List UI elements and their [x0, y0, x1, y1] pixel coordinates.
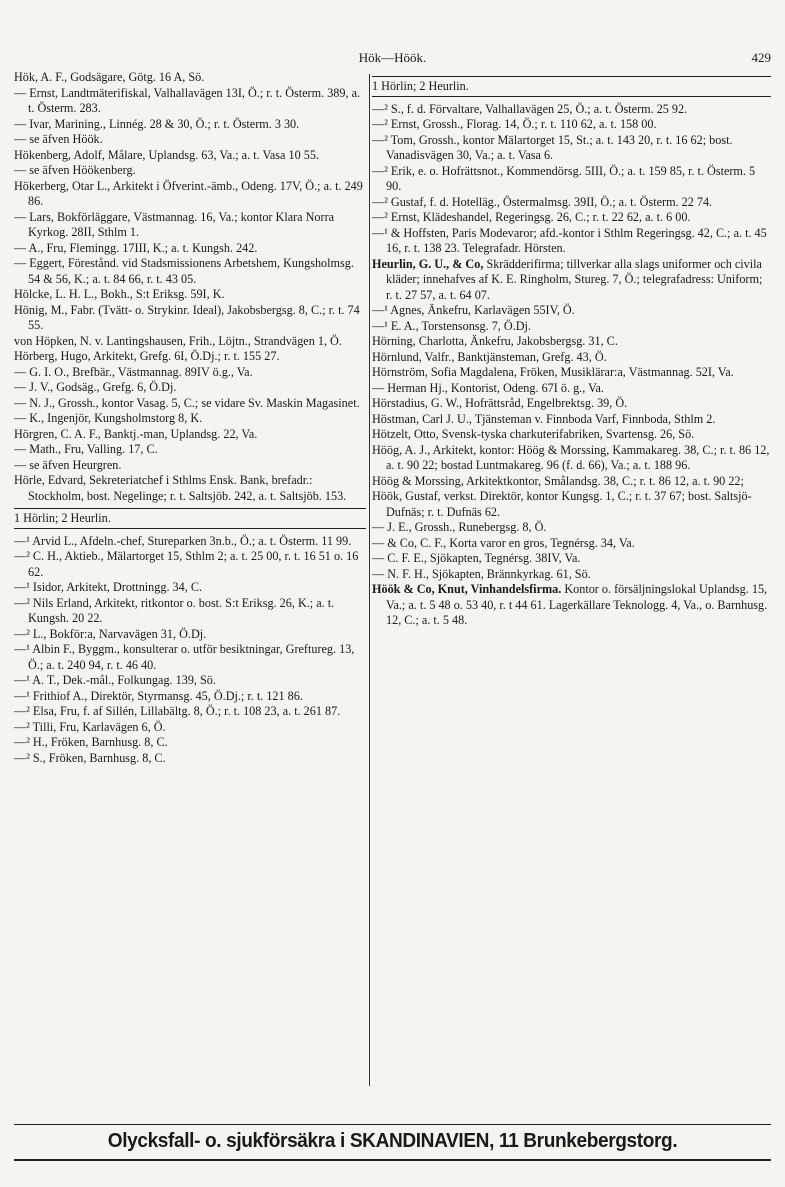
- directory-entry: Höög & Morssing, Arkitektkontor, Smålandsg. 38, C.; r. t. 86 12, a. t. 90 22;: [372, 473, 744, 488]
- firm-name: Höök & Co, Knut, Vinhandelsfirma.: [372, 582, 562, 596]
- directory-entry: — & Co, C. F., Korta varor en gros, Tegnérsg. 34, Va.: [372, 535, 635, 550]
- directory-entry: — se äfven Höök.: [14, 132, 103, 146]
- directory-entry: — Lars, Bokförläggare, Västmannag. 16, Va.; kontor Klara Norra Kyrkog. 28II, Sthlm 1.: [14, 209, 335, 239]
- directory-entry: —² Ernst, Grossh., Florag. 14, Ö.; r. t. 110 62, a. t. 158 00.: [372, 117, 657, 131]
- left-column: [14, 70, 366, 766]
- advertisement-footer: [14, 1124, 771, 1161]
- directory-entry: Hörgren, C. A. F., Banktj.-man, Uplandsg. 22, Va.: [14, 426, 258, 441]
- directory-entry: —¹ & Hoffsten, Paris Modevaror; afd.-kontor i Sthlm Regeringsg. 42, C.; a. t. 45 16, r. t. 138 23. Telegrafadr. Hörsten.: [372, 225, 767, 255]
- firm-description: Kontor o. försäljningslokal Uplandsg. 15, Va.; a. t. 5 48 o. 53 40, r. t 44 61. Lagerkällare Teknologg. 4, Va., o. Barnhusg. 12, C.; a. t. 5 48.: [386, 582, 768, 627]
- directory-entry: — J. E., Grossh., Runebergsg. 8, Ö.: [372, 520, 547, 534]
- directory-entry: — A., Fru, Flemingg. 17III, K.; a. t. Kungsh. 242.: [14, 240, 258, 255]
- directory-entry: Hölcke, L. H. L., Bokh., S:t Eriksg. 59I, K.: [14, 287, 225, 301]
- directory-entry: —¹ Agnes, Änkefru, Karlavägen 55IV, Ö.: [372, 303, 575, 317]
- directory-entry: — se äfven Höökenberg.: [14, 163, 136, 177]
- directory-entry: — N. J., Grossh., kontor Vasag. 5, C.; se vidare Sv. Maskin Magasinet.: [14, 395, 360, 410]
- firm-name: Heurlin, G. U., & Co,: [372, 256, 484, 271]
- directory-entry: Hönig, M., Fabr. (Tvätt- o. Strykinr. Ideal), Jakobsbergsg. 8, C.; r. t. 74 55.: [14, 302, 360, 332]
- directory-entry: —¹ Isidor, Arkitekt, Drottningg. 34, C.: [14, 580, 203, 594]
- page-header: [14, 50, 771, 70]
- directory-entry: —¹ E. A., Torstensonsg. 7, Ö.Dj.: [372, 318, 531, 333]
- directory-entry: Hörstadius, G. W., Hofrättsråd, Engelbrektsg. 39, Ö.: [372, 396, 628, 410]
- directory-entry: —² Elsa, Fru, f. af Sillén, Lillabältg. 8, Ö.; r. t. 108 23, a. t. 261 87.: [14, 704, 341, 718]
- directory-entry: —² H., Fröken, Barnhusg. 8, C.: [14, 735, 168, 749]
- directory-entry: —² Tom, Grossh., kontor Mälartorget 15, St.; a. t. 143 20, r. t. 16 62; bost. Vanadisvägen 30, Va.; a. t. Vasa 6.: [372, 132, 733, 162]
- page-number: 429: [751, 50, 771, 65]
- directory-entry: —¹ Arvid L., Afdeln.-chef, Stureparken 3n.b., Ö.; a. t. Österm. 11 99.: [14, 533, 352, 548]
- directory-entry: — K., Ingenjör, Kungsholmstorg 8, K.: [14, 411, 203, 425]
- directory-entry: —² Gustaf, f. d. Hotelläg., Östermalmsg. 39II, Ö.; a. t. Österm. 22 74.: [372, 194, 713, 209]
- directory-entry: von Höpken, N. v. Lantingshausen, Frih., Löjtn., Strandvägen 1, Ö.: [14, 333, 342, 348]
- directory-entry: —² Nils Erland, Arkitekt, ritkontor o. bost. S:t Eriksg. 26, K.; a. t. Kungsh. 20 22.: [14, 595, 335, 625]
- directory-entry: — Herman Hj., Kontorist, Odeng. 67I ö. g., Va.: [372, 380, 604, 395]
- directory-entry: —² L., Bokför:a, Narvavägen 31, Ö.Dj.: [14, 626, 207, 641]
- directory-entry: Hök, A. F., Godsägare, Götg. 16 A, Sö.: [14, 70, 205, 84]
- directory-entry: — G. I. O., Brefbär., Västmannag. 89IV ö.g., Va.: [14, 364, 253, 379]
- directory-entry: Hörnström, Sofia Magdalena, Fröken, Musiklärar:a, Västmannag. 52I, Va.: [372, 365, 734, 379]
- directory-entry: — se äfven Heurgren.: [14, 457, 122, 472]
- directory-entry: Hörle, Edvard, Sekreteriatchef i Sthlms Ensk. Bank, brefadr.: Stockholm, bost. Negelinge; r. t. Saltsjöb. 242, a. t. Saltsjöb. 153.: [14, 473, 347, 503]
- section-subheading: 1 Hörlin; 2 Heurlin.: [14, 508, 366, 529]
- directory-entry: — Math., Fru, Valling. 17, C.: [14, 442, 158, 456]
- directory-entry: —¹ Frithiof A., Direktör, Styrmansg. 45, Ö.Dj.; r. t. 121 86.: [14, 688, 303, 703]
- directory-entry: —¹ Albin F., Byggm., konsulterar o. utför besiktningar, Greftureg. 13, Ö.; a. t. 240 94, r. t. 46 40.: [14, 642, 355, 672]
- directory-entry: —² C. H., Aktieb., Mälartorget 15, Sthlm 2; a. t. 25 00, r. t. 16 51 o. 16 62.: [14, 549, 359, 579]
- directory-entry: Hötzelt, Otto, Svensk-tyska charkuterifabriken, Svartensg. 26, Sö.: [372, 427, 695, 441]
- directory-entry: —² Ernst, Klädeshandel, Regeringsg. 26, C.; r. t. 22 62, a. t. 6 00.: [372, 210, 691, 224]
- directory-entry: — Ernst, Landtmäterifiskal, Valhallavägen 13I, Ö.; r. t. Österm. 389, a. t. Österm. 283.: [14, 85, 361, 115]
- directory-entry: Hörning, Charlotta, Änkefru, Jakobsbergsg. 31, C.: [372, 334, 618, 348]
- directory-entry: — J. V., Godsäg., Grefg. 6, Ö.Dj.: [14, 380, 177, 394]
- directory-entry: Hökenberg, Adolf, Målare, Uplandsg. 63, Va.; a. t. Vasa 10 55.: [14, 147, 319, 162]
- directory-entry: —² S., f. d. Förvaltare, Valhallavägen 25, Ö.; a. t. Österm. 25 92.: [372, 101, 688, 116]
- directory-entry: Hörnlund, Valfr., Banktjänsteman, Grefg. 43, Ö.: [372, 349, 607, 364]
- directory-entry: —¹ A. T., Dek.-mål., Folkungag. 139, Sö.: [14, 673, 216, 687]
- directory-entry: — N. F. H., Sjökapten, Brännkyrkag. 61, Sö.: [372, 566, 591, 581]
- directory-entry: Hökerberg, Otar L., Arkitekt i Öfverint.-ämb., Odeng. 17V, Ö.; a. t. 249 86.: [14, 178, 363, 208]
- directory-entry: — Eggert, Förestånd. vid Stadsmissionens Arbetshem, Kungsholmsg. 54 & 56, K.; a. t. 84 66, r. t. 43 05.: [14, 256, 354, 286]
- section-subheading: 1 Hörlin; 2 Heurlin.: [372, 76, 771, 97]
- directory-entry: Höstman, Carl J. U., Tjänsteman v. Finnboda Varf, Finnboda, Sthlm 2.: [372, 411, 716, 426]
- directory-entry: Höök, Gustaf, verkst. Direktör, kontor Kungsg. 1, C.; r. t. 37 67; bost. Saltsjö-Dufnäs; r. t. Dufnäs 62.: [372, 489, 752, 519]
- directory-entry: — C. F. E., Sjökapten, Tegnérsg. 38IV, Va.: [372, 551, 581, 565]
- right-column: [372, 70, 771, 629]
- directory-entry-featured: [372, 257, 771, 304]
- directory-entry: Hörberg, Hugo, Arkitekt, Grefg. 6I, Ö.Dj.; r. t. 155 27.: [14, 349, 280, 363]
- directory-entry-featured: [372, 582, 771, 629]
- advertisement-text: Olycksfall- o. sjukförsäkra i SKANDINAVIEN, 11 Brunkebergstorg.: [107, 1129, 678, 1152]
- firm-description: Skrädderifirma; tillverkar alla slags uniformer och civila kläder; innehafves af K. E. Ringholm, Stureg. 7, Ö.; telegrafadress: Uniform; r. t. 27 57, a. t. 64 07.: [386, 256, 763, 302]
- directory-entry: —² Erik, e. o. Hofrättsnot., Kommendörsg. 5III, Ö.; a. t. 159 85, r. t. Österm. 5 90.: [372, 163, 756, 193]
- directory-entry: —² Tilli, Fru, Karlavägen 6, Ö.: [14, 719, 166, 734]
- directory-entry: Höög, A. J., Arkitekt, kontor: Höög & Morssing, Kammakareg. 38, C.; r. t. 86 12, a. t. 90 22; bostad Luntmakareg. 96 (f. d. 66), Va.; a. t. 188 96.: [372, 442, 770, 472]
- directory-entry: —² S., Fröken, Barnhusg. 8, C.: [14, 750, 166, 765]
- directory-entry: — Ivar, Marining., Linnég. 28 & 30, Ö.; r. t. Österm. 3 30.: [14, 116, 300, 131]
- running-head: Hök—Höök.: [358, 50, 427, 65]
